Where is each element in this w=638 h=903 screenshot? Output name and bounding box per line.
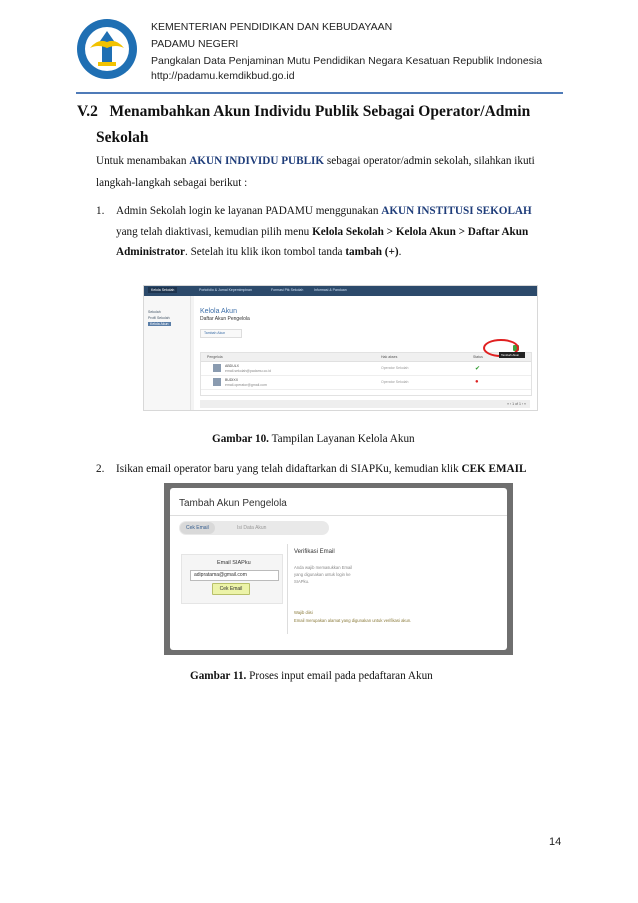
verify-desc-1: Anda wajib memasukkan Email bbox=[294, 565, 353, 570]
nav-item-formasi[interactable]: Formasi Ptk Sekolah bbox=[271, 288, 304, 292]
intro-bold: AKUN INDIVIDU PUBLIK bbox=[189, 155, 325, 167]
row-role: Operator Sekolah bbox=[381, 380, 409, 384]
modal-title: Tambah Akun Pengelola bbox=[179, 498, 287, 509]
accounts-table bbox=[200, 352, 532, 396]
nav-item-portofolio[interactable]: Portofolio & Jurnal Kepemimpinan bbox=[199, 288, 252, 292]
sidebar-item-kelola-akun[interactable]: Kelola Akun bbox=[150, 322, 169, 326]
tambah-akun-screenshot bbox=[164, 483, 513, 655]
avatar bbox=[213, 378, 221, 386]
table-header bbox=[201, 353, 531, 362]
verify-desc-3: SIAPku. bbox=[294, 579, 310, 584]
row-name: BUDIXX bbox=[225, 378, 239, 382]
tab-tambah-akun[interactable] bbox=[200, 329, 242, 338]
section-heading bbox=[77, 103, 530, 121]
section-title: Menambahkan Akun Individu Publik Sebagai Operator/Admin bbox=[109, 103, 531, 120]
email-label: Email SIAPku bbox=[217, 560, 251, 566]
header-program: PADAMU NEGERI bbox=[151, 38, 239, 50]
header-url[interactable]: http://padamu.kemdikbud.go.id bbox=[151, 70, 295, 82]
section-number: V.2 bbox=[77, 103, 98, 120]
page-title: Kelola Akun bbox=[200, 308, 237, 315]
status-check-icon: ✔ bbox=[475, 366, 481, 372]
panel-divider bbox=[287, 544, 288, 634]
figure10-caption bbox=[212, 433, 415, 445]
note-required: Wajib diisi bbox=[294, 610, 313, 615]
figure10-caption-label: Gambar 10. bbox=[212, 433, 269, 445]
figure10-caption-text: Tampilan Layanan Kelola Akun bbox=[268, 433, 415, 445]
step2-line bbox=[116, 458, 526, 480]
figure11-caption-text: Proses input email pada pedaftaran Akun bbox=[246, 670, 433, 682]
col-pengelola: Pengelola bbox=[207, 355, 223, 359]
sidebar bbox=[144, 296, 191, 410]
step1-line3 bbox=[116, 241, 401, 263]
step1-number: 1. bbox=[96, 205, 105, 217]
tooltip bbox=[499, 352, 525, 358]
intro-text: Untuk menambakan bbox=[96, 155, 190, 167]
table-footer bbox=[200, 400, 530, 408]
intro-text-2: sebagai operator/admin sekolah, silahkan ikuti bbox=[324, 155, 535, 167]
top-nav bbox=[144, 286, 537, 296]
page-number: 14 bbox=[549, 836, 562, 848]
step2-number: 2. bbox=[96, 463, 105, 475]
step1-plus-label: tambah (+) bbox=[345, 246, 399, 258]
tooltip-label: Tambah Akun bbox=[501, 353, 520, 357]
step1-text: Admin Sekolah login ke layanan PADAMU menggunakan bbox=[116, 205, 382, 217]
modal-dialog bbox=[170, 488, 507, 650]
sidebar-item-sekolah[interactable]: Sekolah bbox=[148, 310, 161, 314]
nav-item-informasi[interactable]: Informasi & Panduan bbox=[314, 288, 347, 292]
step1-bold: AKUN INSTITUSI SEKOLAH bbox=[381, 205, 532, 217]
col-status: Status bbox=[473, 355, 483, 359]
section-title-cont: Sekolah bbox=[96, 129, 149, 146]
email-field[interactable]: adipratama@gmail.com bbox=[190, 570, 279, 581]
row-email: email.sekolah@padamu.co.id bbox=[225, 369, 271, 373]
step1-line2 bbox=[116, 221, 528, 243]
page-subtitle: Daftar Akun Pengelola bbox=[200, 316, 250, 322]
intro-paragraph bbox=[96, 150, 535, 172]
row-name: ABDULX bbox=[225, 364, 240, 368]
modal-divider bbox=[170, 515, 507, 516]
kelola-akun-screenshot bbox=[143, 285, 538, 411]
avatar bbox=[213, 364, 221, 372]
step1-period: . bbox=[398, 246, 402, 258]
intro-line-2: langkah-langkah sebagai berikut : bbox=[96, 177, 248, 189]
step1-menu-path: Kelola Sekolah > Kelola Akun > Daftar Akun bbox=[312, 226, 529, 238]
col-hak-akses: Hak akses bbox=[381, 355, 398, 359]
table-row[interactable] bbox=[201, 376, 531, 390]
step1-line1 bbox=[116, 200, 532, 222]
pagination[interactable]: « ‹ 1 of 1 › » bbox=[507, 402, 526, 406]
row-role: Operator Sekolah bbox=[381, 366, 409, 370]
step1-text-3: . Setelah itu klik ikon tombol tanda bbox=[184, 246, 346, 258]
step2-text: Isikan email operator baru yang telah didaftarkan di SIAPKu, kemudian klik bbox=[116, 463, 462, 475]
wizard-steps bbox=[179, 521, 329, 535]
step1-text-2: yang telah diaktivasi, kemudian pilih menu bbox=[116, 226, 313, 238]
email-form bbox=[181, 554, 283, 604]
step2-bold: CEK EMAIL bbox=[461, 463, 527, 475]
cek-email-button[interactable]: Cek Email bbox=[212, 583, 250, 595]
header-divider bbox=[76, 92, 563, 94]
step1-menu-admin: Administrator bbox=[116, 246, 185, 258]
verify-title: Verifikasi Email bbox=[294, 549, 335, 555]
note-email: Email merupakan alamat yang digunakan untuk verifikasi akun. bbox=[294, 618, 412, 623]
nav-item-kelola-sekolah[interactable]: Kelola Sekolah bbox=[148, 287, 177, 293]
status-inactive-icon: ● bbox=[475, 379, 479, 385]
verify-desc-2: yang digunakan untuk login ke bbox=[294, 572, 351, 577]
header-description: Pangkalan Data Penjaminan Mutu Pendidikan Negara Kesatuan Republik Indonesia bbox=[151, 55, 543, 67]
figure11-caption-label: Gambar 11. bbox=[190, 670, 247, 682]
sidebar-item-profil[interactable]: Profil Sekolah bbox=[148, 316, 170, 320]
tut-wuri-handayani-logo bbox=[76, 18, 138, 80]
figure11-caption bbox=[190, 670, 433, 682]
table-row[interactable] bbox=[201, 362, 531, 376]
step-isi-data-akun[interactable]: Isi Data Akun bbox=[237, 525, 267, 531]
step-cek-email[interactable]: Cek Email bbox=[180, 522, 215, 534]
row-email: email.operator@gmail.com bbox=[225, 383, 267, 387]
tab-label: Tambah Akun bbox=[204, 331, 226, 335]
header-ministry: KEMENTERIAN PENDIDIKAN DAN KEBUDAYAAN bbox=[151, 21, 393, 33]
